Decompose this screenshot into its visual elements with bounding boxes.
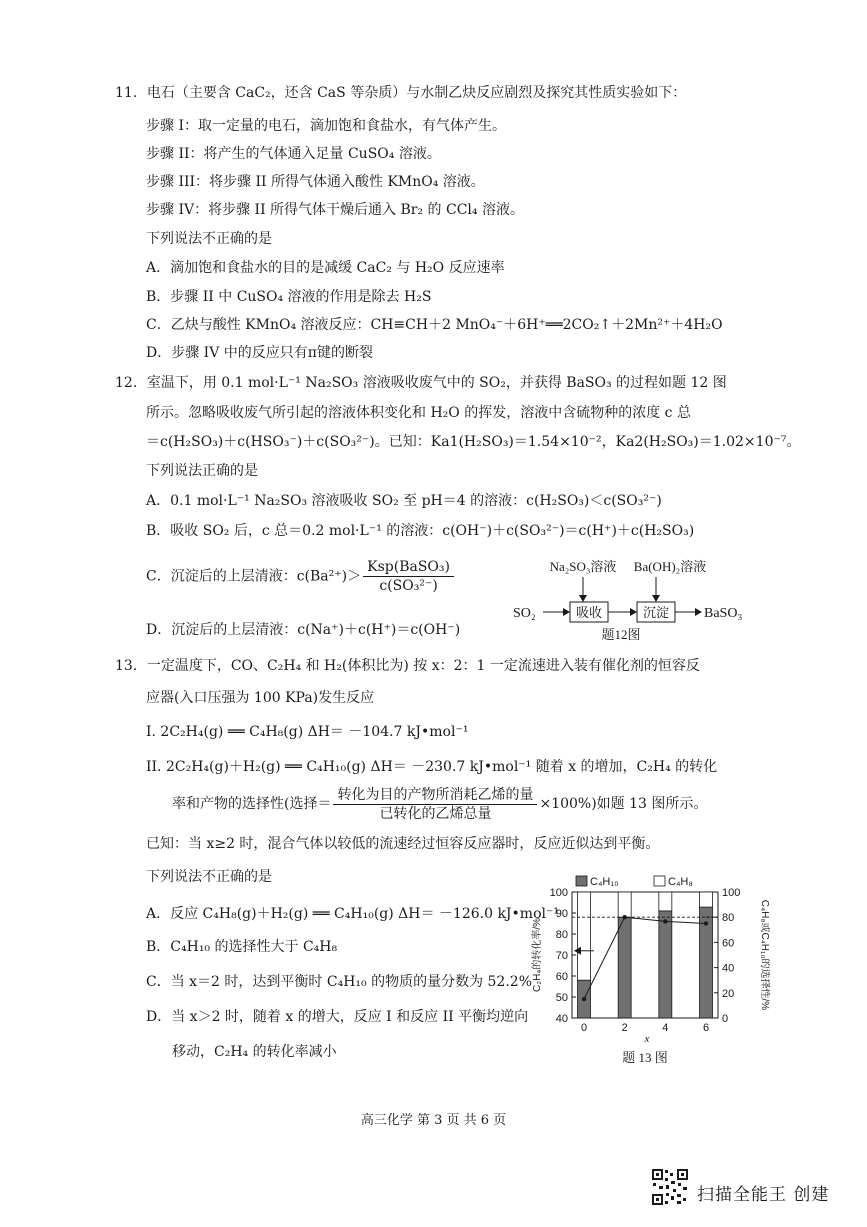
fig12-caption: 题12图 xyxy=(601,627,641,642)
conversion-point xyxy=(622,915,626,919)
q13-known: 已知：当 x≥2 时，混合气体以较低的流速经过恒容反应器时，反应近似达到平衡。 xyxy=(146,836,660,852)
right-tick-label: 20 xyxy=(722,987,735,1000)
selectivity-suffix: ×100%)如题 13 图所示。 xyxy=(539,796,708,812)
figure-13-chart xyxy=(530,870,770,1070)
fig12-output-baso3: BaSO₃ xyxy=(704,606,743,621)
x-tick-label: 2 xyxy=(621,1022,628,1034)
q13-selectivity-definition xyxy=(172,784,707,824)
x-axis-label: x xyxy=(644,1033,650,1045)
conversion-point xyxy=(663,919,667,923)
conversion-line xyxy=(584,917,706,999)
right-tick-label: 80 xyxy=(722,912,735,925)
q12-prompt: 下列说法正确的是 xyxy=(146,463,258,479)
left-axis-label: C₂H₄的转化率/% xyxy=(532,917,543,993)
legend-swatch-c4h8 xyxy=(654,876,665,886)
bar-c4h10 xyxy=(618,917,631,1018)
fig12-arrowhead-down-2 xyxy=(652,595,660,602)
fig12-baoh2-label: Ba(OH)₂溶液 xyxy=(633,559,707,574)
q11-option-d: D．步骤 IV 中的反应只有π键的断裂 xyxy=(146,345,373,361)
selectivity-fraction xyxy=(333,786,537,823)
q11-stem: 11．电石（主要含 CaC₂，还含 CaS 等杂质）与水制乙炔反应剧烈及探究其性质实验如下： xyxy=(115,85,687,101)
q13-option-d-continued: 移动，C₂H₄ 的转化率减小 xyxy=(172,1044,337,1060)
selectivity-prefix: 率和产物的选择性(选择＝ xyxy=(172,796,332,812)
q11-step-2: 步骤 II：将产生的气体通入足量 CuSO₄ 溶液。 xyxy=(146,146,441,162)
q13-prompt: 下列说法不正确的是 xyxy=(146,869,272,885)
left-tick-label: 70 xyxy=(555,950,568,962)
left-tick-label: 40 xyxy=(555,1013,568,1025)
fig12-arrowhead-down-1 xyxy=(579,595,587,602)
x-tick-label: 6 xyxy=(702,1022,710,1034)
right-tick-label: 40 xyxy=(722,962,735,975)
right-axis-label: C₄H₈或C₄H₁₀的选择性/% xyxy=(759,899,770,1011)
fig12-box-absorb-label: 吸收 xyxy=(575,605,603,620)
left-tick-label: 80 xyxy=(555,929,568,941)
q13-option-a: A．反应 C₄H₈(g)＋H₂(g) ══ C₄H₁₀(g) ΔH＝ －126.0 kJ•mol⁻¹ xyxy=(146,906,559,922)
q13-option-d: D．当 x＞2 时，随着 x 的增大，反应 I 和反应 II 平衡均逆向 xyxy=(146,1009,529,1025)
ksp-fraction xyxy=(363,558,454,595)
fig12-arrowhead-2 xyxy=(630,608,637,616)
right-tick-label: 0 xyxy=(722,1013,729,1025)
figure-12-flowchart xyxy=(505,555,765,645)
bar-c4h8 xyxy=(578,892,591,980)
legend-label-c4h10: C₄H₁₀ xyxy=(590,876,619,888)
q11-step-3: 步骤 III：将步骤 II 所得气体通入酸性 KMnO₄ 溶液。 xyxy=(146,174,485,190)
scanner-watermark: 扫描全能王 创建 xyxy=(697,1185,830,1205)
fig12-box-precipitate-label: 沉淀 xyxy=(642,605,670,620)
left-tick-label: 60 xyxy=(555,971,568,983)
bar-c4h8 xyxy=(700,892,713,907)
conversion-point xyxy=(582,997,586,1001)
fig12-na2so3-label: Na₂SO₃溶液 xyxy=(549,559,617,574)
q11-option-b: B．步骤 II 中 CuSO₄ 溶液的作用是除去 H₂S xyxy=(146,289,432,305)
q11-prompt: 下列说法不正确的是 xyxy=(146,231,272,247)
q12-option-b: B．吸收 SO₂ 后，c 总＝0.2 mol·L⁻¹ 的溶液：c(OH⁻)＋c(SO₃²⁻)＝c(H⁺)＋c(H₂SO₃) xyxy=(146,523,695,539)
q11-option-c: C．乙炔与酸性 KMnO₄ 溶液反应：CH≡CH＋2 MnO₄⁻＋6H⁺══2CO₂↑＋2Mn²⁺＋4H₂O xyxy=(146,317,723,333)
q12-option-a: A．0.1 mol·L⁻¹ Na₂SO₃ 溶液吸收 SO₂ 至 pH＝4 的溶液：c(H₂SO₃)＜c(SO₃²⁻) xyxy=(146,493,662,509)
q12-stem-line-1: 12．室温下，用 0.1 mol·L⁻¹ Na₂SO₃ 溶液吸收废气中的 SO₂，并获得 BaSO₃ 的过程如题 12 图 xyxy=(115,375,727,391)
q13-reaction-1: I. 2C₂H₄(g) ══ C₄H₈(g) ΔH＝ －104.7 kJ•mol⁻¹ xyxy=(146,724,469,740)
q12-option-c xyxy=(146,558,456,595)
fig13-caption: 题 13 图 xyxy=(622,1050,668,1065)
q13-stem-line-1: 13．一定温度下，CO、C₂H₄ 和 H₂(体积比为) 按 x：2：1 一定流速进入装有催化剂的恒容反 xyxy=(115,658,700,674)
selectivity-denominator: 已转化的乙烯总量 xyxy=(379,805,492,822)
right-tick-label: 60 xyxy=(722,937,735,950)
q12-stem-line-3: ＝c(H₂SO₃)＋c(HSO₃⁻)＋c(SO₃²⁻)。已知：Ka1(H₂SO₃)＝1.54×10⁻²，Ka2(H₂SO₃)＝1.02×10⁻⁷。 xyxy=(146,434,801,450)
q12-stem-line-2: 所示。忽略吸收废气所引起的溶液体积变化和 H₂O 的挥发，溶液中含硫物种的浓度 c 总 xyxy=(146,405,691,421)
conversion-point xyxy=(704,921,708,925)
right-tick-label: 100 xyxy=(722,887,741,899)
q13-reaction-2: II. 2C₂H₄(g)＋H₂(g) ══ C₄H₁₀(g) ΔH＝ －230.7 kJ•mol⁻¹ 随着 x 的增加，C₂H₄ 的转化 xyxy=(146,759,718,775)
page-footer: 高三化学 第 3 页 共 6 页 xyxy=(360,1113,507,1128)
qr-code-icon xyxy=(651,1168,689,1206)
bar-c4h10 xyxy=(659,911,672,1018)
ksp-numerator: Ksp(BaSO₃) xyxy=(363,558,454,577)
x-tick-label: 0 xyxy=(580,1022,588,1034)
q13-stem-line-2: 应器(入口压强为 100 KPa)发生反应 xyxy=(146,690,375,706)
fig12-arrowhead-1 xyxy=(563,608,570,616)
left-tick-label: 90 xyxy=(555,908,568,920)
q11-step-4: 步骤 IV：将步骤 II 所得气体干燥后通入 Br₂ 的 CCl₄ 溶液。 xyxy=(146,202,524,218)
bar-c4h8 xyxy=(618,892,631,917)
left-tick-label: 50 xyxy=(555,992,568,1004)
ksp-denominator: c(SO₃²⁻) xyxy=(379,578,438,594)
x-tick-label: 4 xyxy=(662,1022,669,1034)
q12-option-d: D．沉淀后的上层清液：c(Na⁺)＋c(H⁺)＝c(OH⁻) xyxy=(146,622,461,638)
q12-option-c-prefix: C．沉淀后的上层清液：c(Ba²⁺)＞ xyxy=(146,568,362,585)
q11-option-a: A．滴加饱和食盐水的目的是减缓 CaC₂ 与 H₂O 反应速率 xyxy=(146,260,505,276)
left-tick-label: 100 xyxy=(549,887,568,899)
fig12-input-so2: SO₂ xyxy=(513,606,536,621)
selectivity-numerator: 转化为目的产物所消耗乙烯的量 xyxy=(333,786,537,805)
legend-label-c4h8: C₄H₈ xyxy=(668,876,693,888)
q13-option-c: C．当 x＝2 时，达到平衡时 C₄H₁₀ 的物质的量分数为 52.2% xyxy=(146,974,532,990)
bar-c4h8 xyxy=(659,892,672,911)
legend-swatch-c4h10 xyxy=(576,876,587,886)
q13-option-b: B．C₄H₁₀ 的选择性大于 C₄H₈ xyxy=(146,939,338,955)
fig12-arrowhead-3 xyxy=(695,608,702,616)
plot-frame xyxy=(572,892,718,1018)
q11-step-1: 步骤 I：取一定量的电石，滴加饱和食盐水，有气体产生。 xyxy=(146,118,506,134)
